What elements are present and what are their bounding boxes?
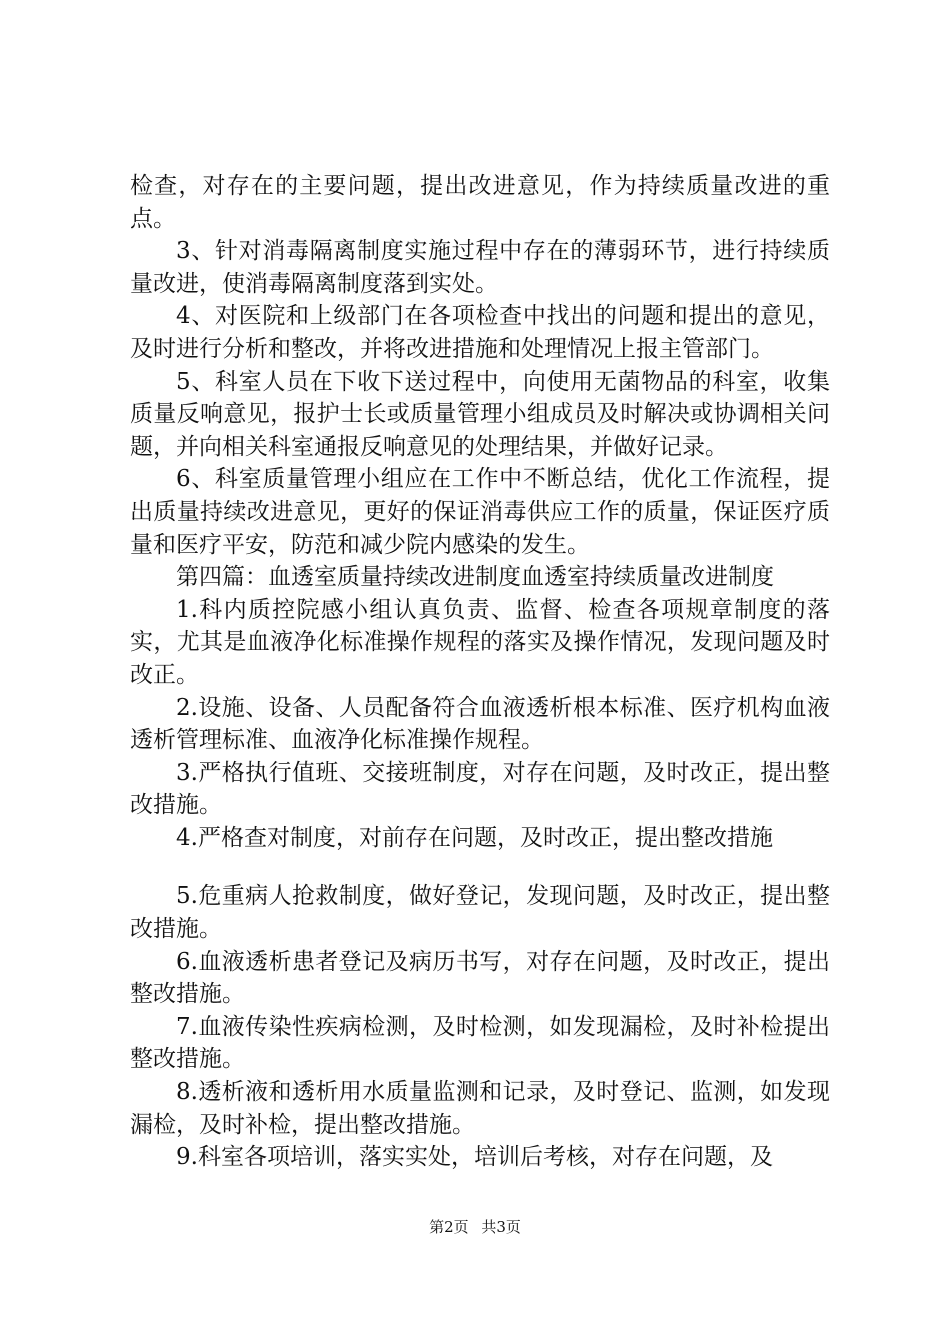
paragraph-rule-3: 3.严格执行值班、交接班制度，对存在问题，及时改正，提出整改措施。 (130, 759, 830, 819)
paragraph-item-4: 4、对医院和上级部门在各项检查中找出的问题和提出的意见，及时进行分析和整改，并将改进措施和处理情况上报主管部门。 (130, 303, 830, 362)
paragraph-continuation: 检查，对存在的主要问题，提出改进意见，作为持续质量改进的重点。 (130, 173, 830, 232)
paragraph-rule-8: 8.透析液和透析用水质量监测和记录，及时登记、监测，如发现漏检，及时补检，提出整改措施。 (130, 1079, 830, 1138)
paragraph-item-5: 5、科室人员在下收下送过程中，向使用无菌物品的科室，收集质量反响意见，报护士长或质量管理小组成员及时解决或协调相关问题，并向相关科室通报反响意见的处理结果，并做好记录。 (130, 368, 830, 460)
paragraph-rule-2: 2.设施、设备、人员配备符合血液透析根本标准、医疗机构血液透析管理标准、血液净化标准操作规程。 (130, 694, 830, 754)
paragraph-rule-1: 1.科内质控院感小组认真负责、监督、检查各项规章制度的落实，尤其是血液净化标准操作规程的落实及操作情况，发现问题及时改正。 (130, 596, 830, 688)
document-body (130, 170, 830, 1174)
paragraph-rule-7: 7.血液传染性疾病检测，及时检测，如发现漏检，及时补检提出整改措施。 (130, 1013, 830, 1073)
paragraph-rule-4: 4.严格查对制度，对前存在问题，及时改正，提出整改措施 (176, 824, 773, 851)
page-number: 第2页 (429, 1218, 469, 1236)
paragraph-rule-6: 6.血液透析患者登记及病历书写，对存在问题，及时改正，提出整改措施。 (130, 948, 830, 1008)
page-footer (0, 1216, 950, 1237)
paragraph-item-6: 6、科室质量管理小组应在工作中不断总结，优化工作流程，提出质量持续改进意见，更好的保证消毒供应工作的质量，保证医疗质量和医疗平安，防范和减少院内感染的发生。 (130, 466, 830, 558)
paragraph-rule-9: 9.科室各项培训，落实实处，培训后考核，对存在问题，及 (176, 1144, 773, 1171)
section-heading: 第四篇：血透室质量持续改进制度血透室持续质量改进制度 (176, 564, 774, 591)
paragraph-item-3: 3、针对消毒隔离制度实施过程中存在的薄弱环节，进行持续质量改进，使消毒隔离制度落到实处。 (130, 238, 830, 297)
paragraph-rule-5: 5.危重病人抢救制度，做好登记，发现问题，及时改正，提出整改措施。 (130, 883, 830, 943)
page-total: 共3页 (481, 1218, 521, 1236)
paragraph-gap (130, 854, 830, 880)
